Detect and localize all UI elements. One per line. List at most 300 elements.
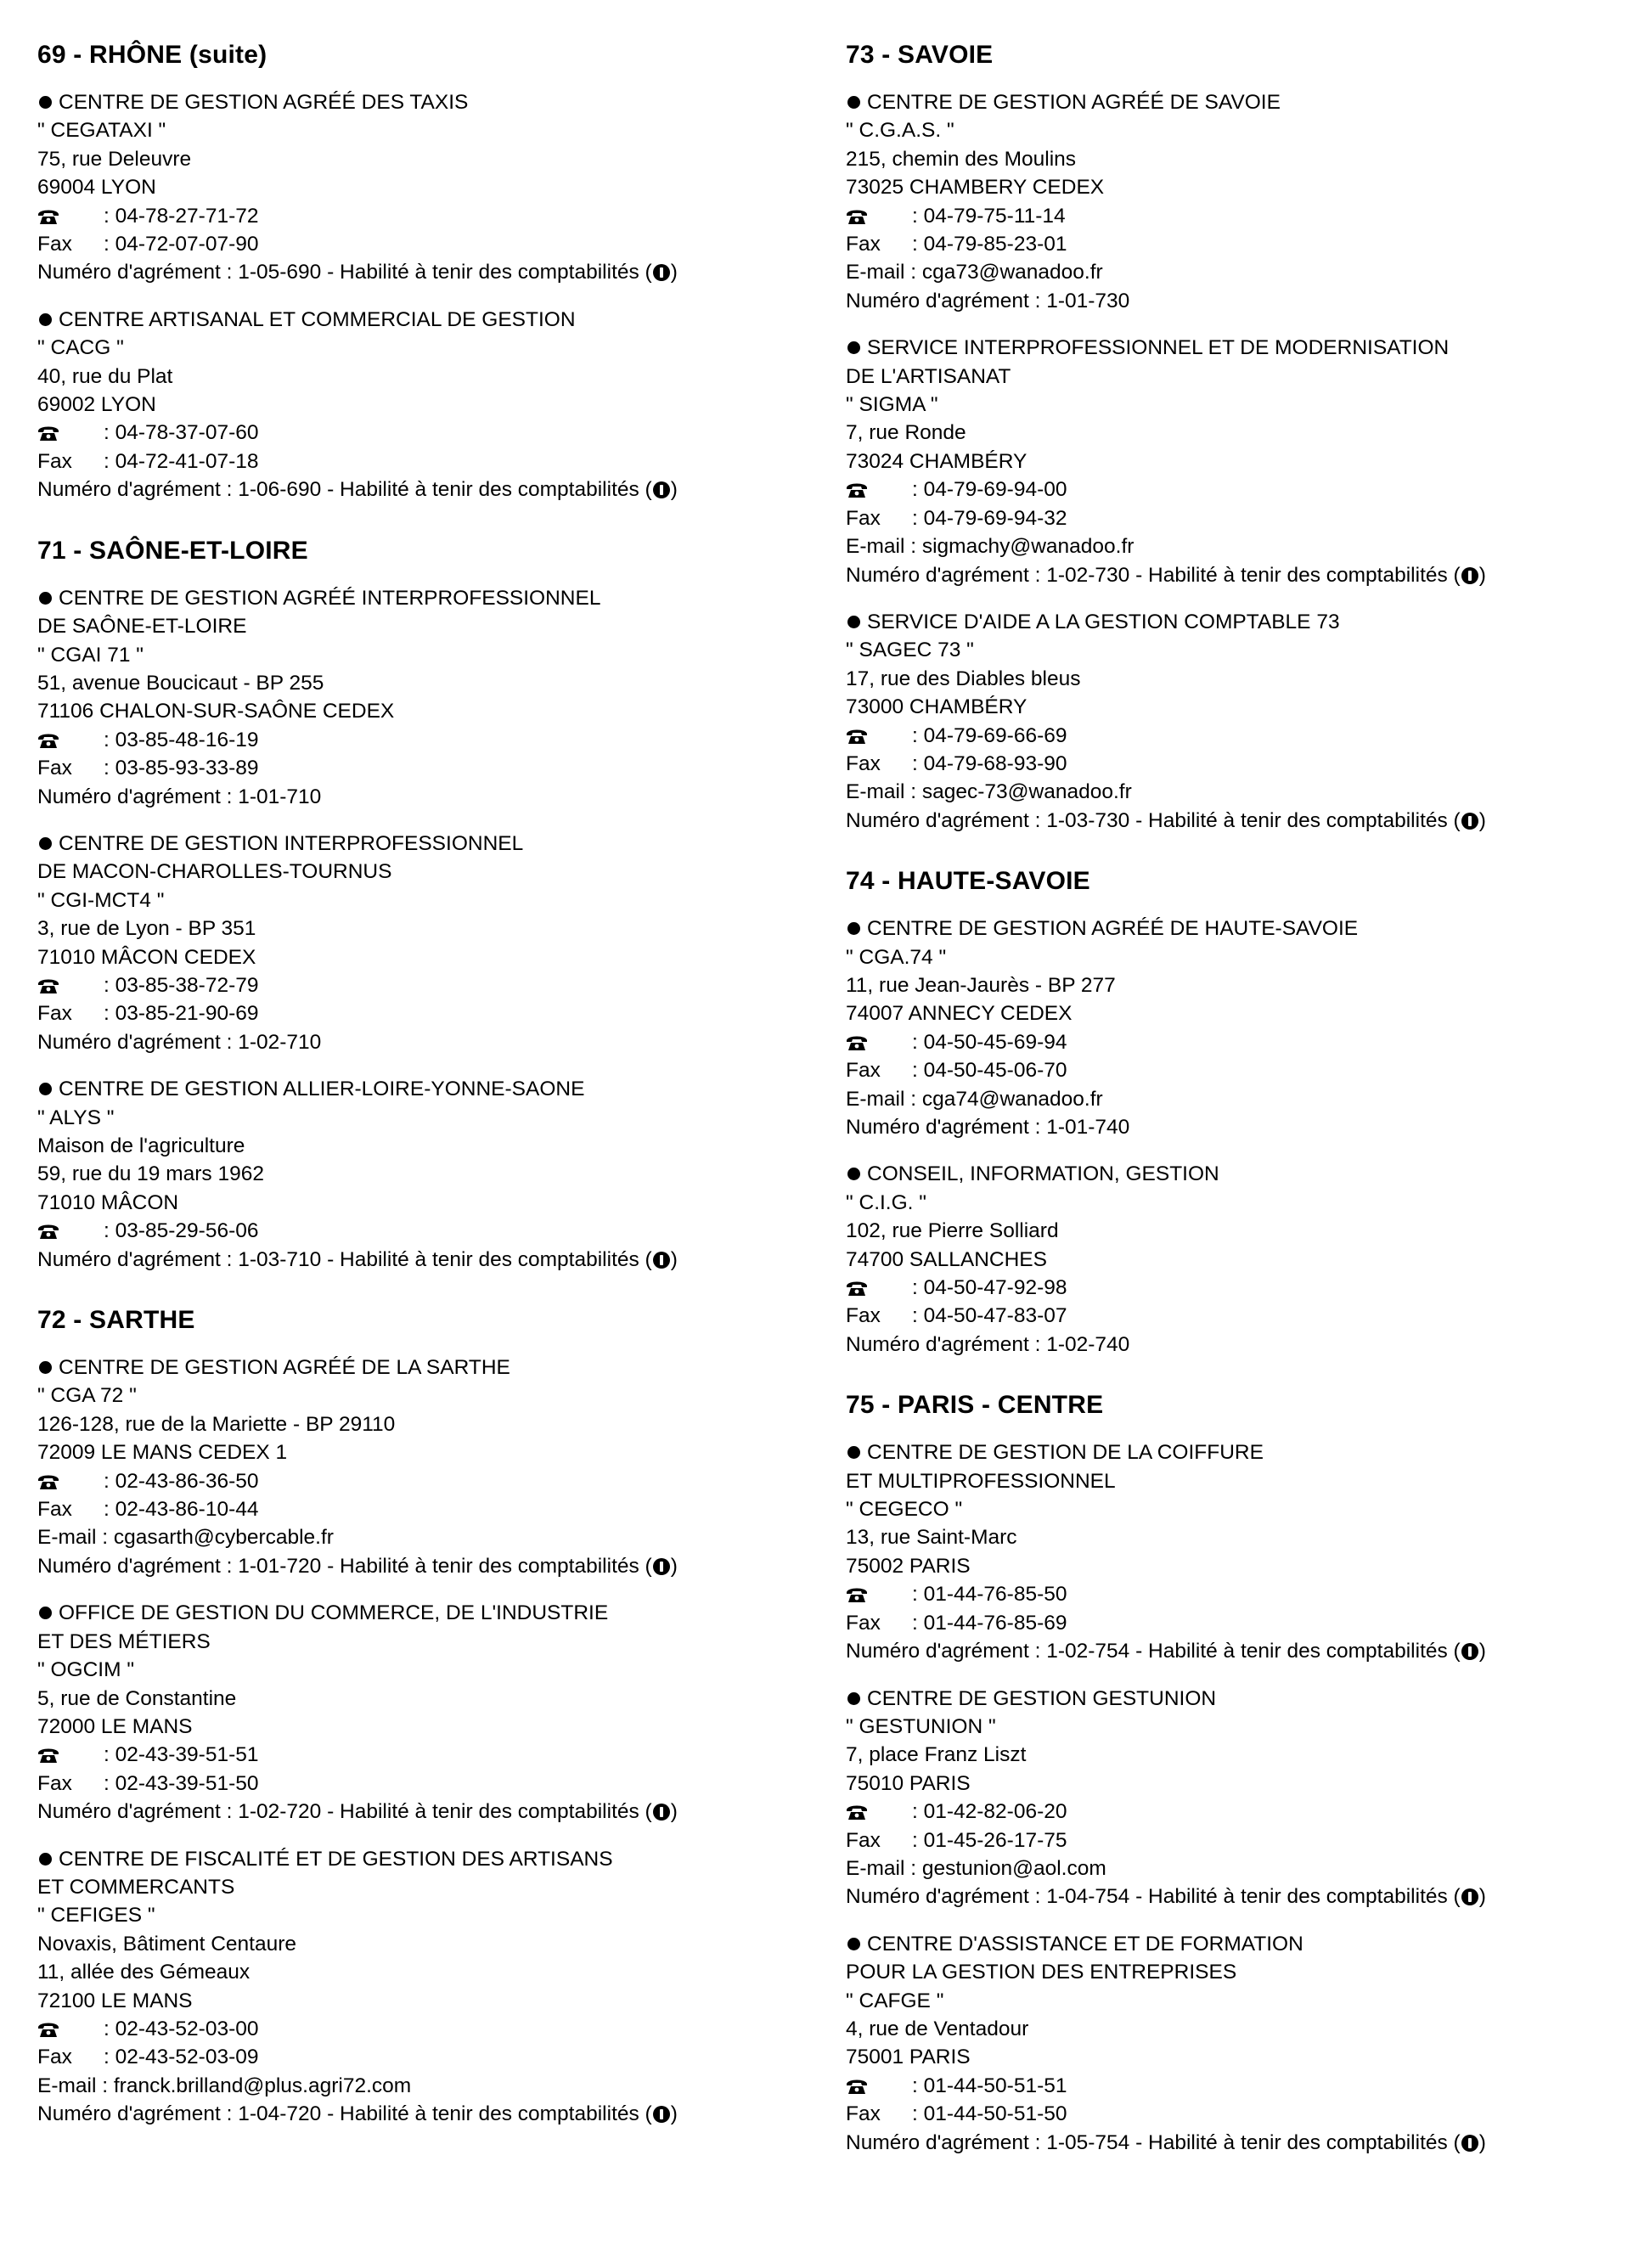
fax-line: [846, 2100, 1610, 2128]
agrement-number: 1-01-730: [1046, 289, 1130, 312]
department-title: 71 - SAÔNE-ET-LOIRE: [37, 536, 308, 565]
address-line: 69002 LYON: [37, 393, 156, 417]
telephone-icon-svg: [846, 1280, 868, 1297]
email-label: E-mail: [37, 2074, 97, 2097]
fax-label: Fax: [37, 233, 72, 256]
agrement-line: Numéro d'agrément : 1-01-740: [846, 1116, 1130, 1139]
email-line: [846, 532, 1610, 560]
habilite-text: Habilité à tenir des comptabilités: [340, 1554, 639, 1578]
email-address: : franck.brilland@plus.agri72.com: [102, 2074, 412, 2097]
certification-mark-icon: [1461, 2135, 1478, 2152]
habilite-text: Habilité à tenir des comptabilités: [340, 478, 639, 502]
fax-line: [37, 1770, 802, 1798]
email-line: [846, 1085, 1610, 1113]
agrement-line: Numéro d'agrément : 1-01-710: [37, 785, 322, 808]
fax-label: Fax: [37, 2046, 72, 2069]
telephone-icon: [846, 1580, 912, 1608]
organization-entry: [846, 1438, 1610, 1665]
address-line: Maison de l'agriculture: [37, 1134, 245, 1157]
telephone-icon: [846, 202, 912, 230]
certification-mark-icon: [653, 264, 670, 281]
address-line: 215, chemin des Moulins: [846, 147, 1077, 171]
agrement-label: Numéro d'agrément: [846, 1885, 1029, 1909]
email-address: : cga73@wanadoo.fr: [910, 261, 1103, 284]
telephone-icon: [846, 476, 912, 504]
habilite-text: Habilité à tenir des comptabilités: [1148, 808, 1448, 832]
address-line: 72000 LE MANS: [37, 1714, 193, 1738]
telephone-number: : 01-44-76-85-50: [912, 1583, 1067, 1607]
telephone-number: : 04-79-69-66-69: [912, 723, 1067, 747]
telephone-icon-svg: [846, 1586, 868, 1603]
organization-name-text: DE L'ARTISANAT: [846, 364, 1011, 388]
telephone-number: : 02-43-86-36-50: [104, 1469, 259, 1493]
agrement-number: 1-01-740: [1046, 1116, 1130, 1139]
bullet-icon: [847, 1446, 860, 1459]
agrement-number: 1-02-710: [238, 1030, 322, 1054]
telephone-line: [846, 1274, 1610, 1302]
organization-entry: [37, 830, 802, 1056]
agrement-label: Numéro d'agrément: [37, 1030, 221, 1054]
address-line: 7, place Franz Liszt: [846, 1743, 1027, 1767]
agrement-label: Numéro d'agrément: [37, 478, 221, 502]
habilite-text: Habilité à tenir des comptabilités: [340, 1800, 639, 1824]
address-line: 102, rue Pierre Solliard: [846, 1219, 1059, 1243]
organization-name-text: CENTRE ARTISANAL ET COMMERCIAL DE GESTION: [59, 307, 576, 331]
organization-name: [37, 306, 802, 334]
organization-acronym: " CGI-MCT4 ": [37, 888, 165, 912]
right-column: [846, 39, 1610, 2187]
telephone-icon: [846, 1274, 912, 1302]
agrement-line: Numéro d'agrément : 1-01-730: [846, 289, 1130, 312]
telephone-icon-svg: [846, 2078, 868, 2095]
agrement-line: Numéro d'agrément : 1-04-754 - Habilité à tenir des comptabilités ( ): [846, 1885, 1486, 1909]
address-line: 75010 PARIS: [846, 1771, 971, 1795]
agrement-line: Numéro d'agrément : 1-04-720 - Habilité à tenir des comptabilités ( ): [37, 2102, 678, 2126]
organization-name: [846, 1438, 1610, 1466]
telephone-number: : 03-85-48-16-19: [104, 728, 259, 751]
fax-label: Fax: [37, 1002, 72, 1026]
habilite-text: Habilité à tenir des comptabilités: [340, 2102, 639, 2126]
habilite-text: Habilité à tenir des comptabilités: [1148, 2130, 1448, 2154]
agrement-label: Numéro d'agrément: [37, 1554, 221, 1578]
fax-label: Fax: [846, 751, 881, 775]
address-line: 3, rue de Lyon - BP 351: [37, 917, 256, 941]
organization-acronym: " CGA 72 ": [37, 1384, 137, 1408]
telephone-icon-svg: [37, 1473, 59, 1490]
agrement-number: 1-02-730: [1046, 563, 1130, 587]
fax-label: Fax: [37, 1498, 72, 1522]
agrement-number: 1-04-720: [238, 2102, 322, 2126]
address-line: 51, avenue Boucicaut - BP 255: [37, 671, 324, 695]
fax-line: [846, 1056, 1610, 1084]
agrement-label: Numéro d'agrément: [37, 261, 221, 284]
bullet-icon: [847, 922, 860, 935]
organization-entry: [37, 88, 802, 287]
telephone-icon-svg: [846, 208, 868, 225]
organization-name-text: OFFICE DE GESTION DU COMMERCE, DE L'INDUSTRIE: [59, 1601, 609, 1625]
fax-line: [846, 230, 1610, 258]
telephone-line: [846, 1580, 1610, 1608]
bullet-icon: [847, 616, 860, 628]
agrement-number: 1-06-690: [238, 478, 322, 502]
organization-name-text: CENTRE DE GESTION DE LA COIFFURE: [867, 1441, 1264, 1465]
address-line: 40, rue du Plat: [37, 364, 173, 388]
agrement-line: Numéro d'agrément : 1-02-740: [846, 1332, 1130, 1356]
bullet-icon: [39, 1083, 52, 1095]
fax-line: [846, 1302, 1610, 1330]
organization-name: [846, 334, 1610, 362]
telephone-line: [37, 202, 802, 230]
habilite-text: Habilité à tenir des comptabilités: [1148, 1885, 1448, 1909]
email-address: : cgasarth@cybercable.fr: [102, 1526, 334, 1550]
address-line: 5, rue de Constantine: [37, 1686, 237, 1710]
certification-mark-icon: [1461, 813, 1478, 830]
telephone-icon: [37, 2015, 104, 2043]
telephone-icon: [37, 726, 104, 754]
agrement-line: Numéro d'agrément : 1-05-690 - Habilité à tenir des comptabilités ( ): [37, 261, 678, 284]
fax-line: [37, 999, 802, 1027]
telephone-number: : 04-50-45-69-94: [912, 1030, 1067, 1054]
agrement-label: Numéro d'agrément: [846, 289, 1029, 312]
organization-name: [37, 1075, 802, 1103]
email-address: : sigmachy@wanadoo.fr: [910, 535, 1134, 559]
fax-label: Fax: [846, 506, 881, 530]
telephone-icon: [37, 1741, 104, 1769]
telephone-icon-svg: [846, 1034, 868, 1051]
telephone-icon-svg: [37, 977, 59, 994]
telephone-line: [846, 2072, 1610, 2100]
bullet-icon: [847, 1692, 860, 1705]
agrement-line: Numéro d'agrément : 1-02-720 - Habilité à tenir des comptabilités ( ): [37, 1800, 678, 1824]
organization-name-text: DE MACON-CHAROLLES-TOURNUS: [37, 860, 392, 884]
telephone-line: [37, 1467, 802, 1495]
agrement-number: 1-03-710: [238, 1247, 322, 1271]
fax-label: Fax: [846, 1304, 881, 1328]
fax-label: Fax: [37, 757, 72, 780]
agrement-label: Numéro d'agrément: [846, 2130, 1029, 2154]
fax-number: : 01-44-50-51-50: [912, 2102, 1067, 2126]
agrement-number: 1-01-710: [238, 785, 322, 808]
certification-mark-icon: [653, 1252, 670, 1269]
telephone-number: : 03-85-38-72-79: [104, 973, 259, 997]
organization-name-continued: [37, 858, 802, 886]
telephone-line: [37, 2015, 802, 2043]
agrement-line: Numéro d'agrément : 1-02-754 - Habilité à tenir des comptabilités ( ): [846, 1640, 1486, 1663]
telephone-number: : 02-43-52-03-00: [104, 2017, 259, 2040]
telephone-icon-svg: [37, 425, 59, 442]
fax-number: : 04-79-69-94-32: [912, 506, 1067, 530]
organization-acronym: " CGA.74 ": [846, 945, 947, 969]
address-line: 75001 PARIS: [846, 2046, 971, 2069]
organization-entry: [846, 608, 1610, 835]
organization-name-text: CENTRE DE GESTION AGRÉÉ INTERPROFESSIONNEL: [59, 586, 601, 610]
telephone-icon: [37, 1467, 104, 1495]
habilite-text: Habilité à tenir des comptabilités: [1148, 1640, 1448, 1663]
address-line: 7, rue Ronde: [846, 421, 966, 445]
fax-line: [37, 230, 802, 258]
organization-acronym: " GESTUNION ": [846, 1714, 996, 1738]
telephone-icon-svg: [37, 732, 59, 749]
fax-number: : 01-44-76-85-69: [912, 1611, 1067, 1635]
fax-number: : 02-43-86-10-44: [104, 1498, 259, 1522]
telephone-icon: [846, 1798, 912, 1826]
organization-name-text: CENTRE DE GESTION GESTUNION: [867, 1686, 1217, 1710]
telephone-icon-svg: [846, 481, 868, 498]
organization-name: [846, 1160, 1610, 1188]
agrement-line: Numéro d'agrément : 1-02-710: [37, 1030, 322, 1054]
bullet-icon: [39, 1607, 52, 1619]
telephone-number: : 01-42-82-06-20: [912, 1800, 1067, 1824]
email-line: [846, 258, 1610, 286]
fax-label: Fax: [37, 1771, 72, 1795]
bullet-icon: [39, 96, 52, 109]
organization-name: [37, 88, 802, 116]
email-address: : gestunion@aol.com: [910, 1856, 1106, 1880]
fax-line: [846, 1609, 1610, 1637]
department-title: 74 - HAUTE-SAVOIE: [846, 867, 1090, 896]
bullet-icon: [39, 592, 52, 605]
email-label: E-mail: [846, 1087, 905, 1111]
fax-number: : 04-72-07-07-90: [104, 233, 259, 256]
address-line: 59, rue du 19 mars 1962: [37, 1162, 264, 1186]
habilite-text: Habilité à tenir des comptabilités: [340, 1247, 639, 1271]
organization-entry: [846, 1160, 1610, 1359]
email-line: [37, 1523, 802, 1551]
bullet-icon: [39, 313, 52, 326]
organization-acronym: " CAFGE ": [846, 1989, 944, 2012]
address-line: 126-128, rue de la Mariette - BP 29110: [37, 1412, 396, 1436]
organization-name-text: CENTRE DE GESTION AGRÉÉ DE LA SARTHE: [59, 1356, 510, 1380]
organization-entry: [846, 1685, 1610, 1911]
bullet-icon: [847, 341, 860, 354]
department-section: [846, 1389, 1610, 2157]
telephone-number: : 01-44-50-51-51: [912, 2074, 1067, 2097]
department-title: 72 - SARTHE: [37, 1306, 195, 1335]
fax-number: : 04-79-85-23-01: [912, 233, 1067, 256]
email-address: : sagec-73@wanadoo.fr: [910, 780, 1132, 804]
telephone-icon-svg: [37, 1223, 59, 1240]
telephone-icon: [37, 971, 104, 999]
organization-name-continued: [37, 1628, 802, 1656]
agrement-label: Numéro d'agrément: [846, 808, 1029, 832]
address-line: 75, rue Deleuvre: [37, 147, 192, 171]
organization-acronym: " C.I.G. ": [846, 1190, 926, 1214]
organization-name: [846, 608, 1610, 636]
agrement-number: 1-03-730: [1046, 808, 1130, 832]
address-line: 72100 LE MANS: [37, 1989, 193, 2012]
certification-mark-icon: [653, 481, 670, 498]
fax-number: : 04-50-47-83-07: [912, 1304, 1067, 1328]
bullet-icon: [847, 1168, 860, 1180]
organization-acronym: " CEGATAXI ": [37, 119, 166, 143]
telephone-number: : 04-50-47-92-98: [912, 1276, 1067, 1300]
address-line: 4, rue de Ventadour: [846, 2017, 1029, 2040]
telephone-number: : 04-79-75-11-14: [912, 204, 1066, 228]
address-line: 11, allée des Gémeaux: [37, 1961, 251, 1984]
certification-mark-icon: [1461, 1888, 1478, 1905]
telephone-icon: [37, 419, 104, 447]
organization-name-text: CENTRE DE GESTION AGRÉÉ DE HAUTE-SAVOIE: [867, 917, 1359, 941]
address-line: 74007 ANNECY CEDEX: [846, 1002, 1073, 1026]
organization-name-text: CENTRE DE GESTION ALLIER-LOIRE-YONNE-SAONE: [59, 1078, 585, 1101]
certification-mark-icon: [1461, 567, 1478, 584]
address-line: 75002 PARIS: [846, 1554, 971, 1578]
organization-name-text: SERVICE D'AIDE A LA GESTION COMPTABLE 73: [867, 610, 1340, 633]
organization-entry: [37, 1845, 802, 2129]
address-line: 13, rue Saint-Marc: [846, 1526, 1017, 1550]
agrement-line: Numéro d'agrément : 1-02-730 - Habilité à tenir des comptabilités ( ): [846, 563, 1486, 587]
organization-name: [37, 1353, 802, 1382]
organization-entry: [37, 1075, 802, 1274]
telephone-line: [846, 1028, 1610, 1056]
organization-acronym: " CEFIGES ": [37, 1904, 155, 1928]
certification-mark-icon: [653, 1558, 670, 1575]
organization-name-text: CENTRE DE GESTION AGRÉÉ DES TAXIS: [59, 91, 469, 114]
telephone-number: : 02-43-39-51-51: [104, 1743, 259, 1767]
agrement-label: Numéro d'agrément: [846, 1332, 1029, 1356]
organization-name: [846, 88, 1610, 116]
organization-entry: [37, 1353, 802, 1580]
fax-line: [37, 447, 802, 476]
bullet-icon: [39, 1361, 52, 1374]
fax-line: [846, 1826, 1610, 1854]
address-line: 73025 CHAMBERY CEDEX: [846, 176, 1105, 200]
fax-number: : 01-45-26-17-75: [912, 1828, 1067, 1852]
fax-number: : 04-50-45-06-70: [912, 1059, 1067, 1083]
certification-mark-icon: [653, 2106, 670, 2123]
organization-name-text: CENTRE D'ASSISTANCE ET DE FORMATION: [867, 1932, 1303, 1956]
telephone-icon: [846, 1028, 912, 1056]
organization-acronym: " OGCIM ": [37, 1658, 135, 1682]
telephone-number: : 04-78-27-71-72: [104, 204, 259, 228]
agrement-line: Numéro d'agrément : 1-06-690 - Habilité à tenir des comptabilités ( ): [37, 478, 678, 502]
organization-entry: [37, 306, 802, 504]
department-section: [37, 1304, 802, 2129]
agrement-label: Numéro d'agrément: [37, 2102, 221, 2126]
fax-label: Fax: [846, 1828, 881, 1852]
telephone-icon-svg: [846, 1804, 868, 1821]
department-section: [846, 865, 1610, 1359]
address-line: Novaxis, Bâtiment Centaure: [37, 1932, 297, 1956]
organization-name-text: SERVICE INTERPROFESSIONNEL ET DE MODERNISATION: [867, 336, 1450, 360]
organization-name: [37, 1599, 802, 1627]
fax-label: Fax: [846, 233, 881, 256]
organization-acronym: " ALYS ": [37, 1106, 115, 1129]
certification-mark-icon: [653, 1804, 670, 1821]
address-line: 74700 SALLANCHES: [846, 1247, 1047, 1271]
agrement-label: Numéro d'agrément: [37, 1800, 221, 1824]
address-line: 73000 CHAMBÉRY: [846, 695, 1028, 719]
telephone-line: [37, 1741, 802, 1769]
telephone-number: : 04-78-37-07-60: [104, 421, 259, 445]
telephone-line: [846, 1798, 1610, 1826]
fax-number: : 04-79-68-93-90: [912, 751, 1067, 775]
agrement-label: Numéro d'agrément: [846, 1640, 1029, 1663]
organization-name-text: ET COMMERCANTS: [37, 1875, 235, 1899]
department-title: 69 - RHÔNE (suite): [37, 41, 267, 69]
address-line: 71106 CHALON-SUR-SAÔNE CEDEX: [37, 700, 395, 723]
fax-line: [37, 754, 802, 782]
telephone-number: : 03-85-29-56-06: [104, 1219, 259, 1243]
habilite-text: Habilité à tenir des comptabilités: [340, 261, 639, 284]
telephone-icon: [846, 2072, 912, 2100]
bullet-icon: [847, 96, 860, 109]
organization-entry: [37, 584, 802, 811]
agrement-number: 1-02-740: [1046, 1332, 1130, 1356]
telephone-line: [37, 419, 802, 447]
email-line: [846, 778, 1610, 806]
organization-name-text: CENTRE DE GESTION INTERPROFESSIONNEL: [59, 831, 524, 855]
agrement-number: 1-01-720: [238, 1554, 322, 1578]
bullet-icon: [39, 1853, 52, 1866]
organization-name: [846, 915, 1610, 943]
department-title: 73 - SAVOIE: [846, 41, 994, 69]
fax-label: Fax: [846, 1611, 881, 1635]
address-line: 71010 MÂCON: [37, 1190, 179, 1214]
fax-line: [37, 1495, 802, 1523]
fax-line: [846, 504, 1610, 532]
fax-number: : 03-85-93-33-89: [104, 757, 259, 780]
fax-label: Fax: [846, 2102, 881, 2126]
organization-name: [37, 584, 802, 612]
address-line: 69004 LYON: [37, 176, 156, 200]
agrement-line: Numéro d'agrément : 1-01-720 - Habilité à tenir des comptabilités ( ): [37, 1554, 678, 1578]
email-line: [846, 1854, 1610, 1882]
department-section: [846, 39, 1610, 835]
fax-label: Fax: [37, 449, 72, 473]
organization-name: [37, 830, 802, 858]
agrement-label: Numéro d'agrément: [37, 785, 221, 808]
telephone-line: [37, 971, 802, 999]
organization-name-text: ET DES MÉTIERS: [37, 1629, 211, 1653]
telephone-line: [846, 202, 1610, 230]
organization-acronym: " SIGMA ": [846, 393, 938, 417]
telephone-line: [846, 722, 1610, 750]
agrement-label: Numéro d'agrément: [846, 563, 1029, 587]
organization-name: [37, 1845, 802, 1873]
organization-name-continued: [846, 1467, 1610, 1495]
telephone-icon-svg: [846, 728, 868, 745]
organization-acronym: " CGAI 71 ": [37, 643, 144, 667]
organization-entry: [846, 1930, 1610, 2157]
agrement-number: 1-05-754: [1046, 2130, 1130, 2154]
certification-mark-icon: [1461, 1643, 1478, 1660]
organization-name-text: ET MULTIPROFESSIONNEL: [846, 1469, 1116, 1493]
department-title: 75 - PARIS - CENTRE: [846, 1391, 1104, 1420]
organization-entry: [846, 334, 1610, 589]
telephone-line: [846, 476, 1610, 504]
agrement-line: Numéro d'agrément : 1-03-730 - Habilité à tenir des comptabilités ( ): [846, 808, 1486, 832]
address-line: 11, rue Jean-Jaurès - BP 277: [846, 973, 1116, 997]
email-label: E-mail: [846, 535, 905, 559]
telephone-number: : 04-79-69-94-00: [912, 478, 1067, 502]
fax-number: : 03-85-21-90-69: [104, 1002, 259, 1026]
fax-number: : 02-43-52-03-09: [104, 2046, 259, 2069]
organization-name: [846, 1685, 1610, 1713]
agrement-label: Numéro d'agrément: [37, 1247, 221, 1271]
telephone-icon: [37, 202, 104, 230]
agrement-label: Numéro d'agrément: [846, 1116, 1029, 1139]
agrement-number: 1-04-754: [1046, 1885, 1130, 1909]
organization-entry: [37, 1599, 802, 1826]
fax-line: [846, 750, 1610, 778]
fax-line: [37, 2043, 802, 2071]
organization-name-text: DE SAÔNE-ET-LOIRE: [37, 615, 247, 639]
bullet-icon: [847, 1938, 860, 1950]
telephone-line: [37, 726, 802, 754]
agrement-line: Numéro d'agrément : 1-03-710 - Habilité à tenir des comptabilités ( ): [37, 1247, 678, 1271]
telephone-line: [37, 1217, 802, 1245]
